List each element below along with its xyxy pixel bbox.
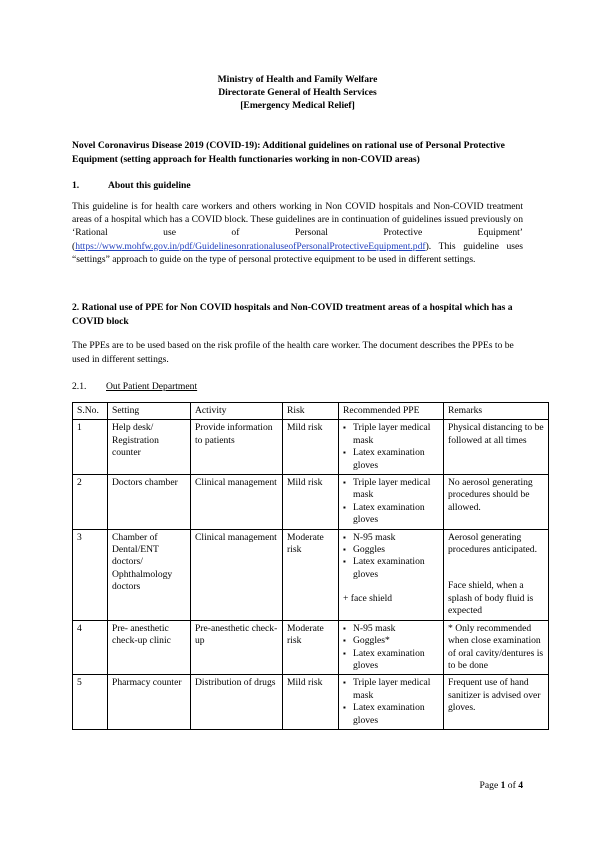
ppe-item: ▪ Triple layer medical mask xyxy=(343,677,439,702)
remarks-text: No aerosol generating procedures should be allowed. xyxy=(448,477,533,513)
subsection-number: 2.1. xyxy=(72,381,87,392)
header-risk: Risk xyxy=(283,403,339,420)
ppe-list xyxy=(343,677,439,727)
subsection-title: Out Patient Department xyxy=(106,381,198,392)
section-1-text-a: This guideline is for health care workers and others working in Non COVID hospitals and Non-COVID treatment areas of a hospital which has a COVID block. These guidelines are in continuation of guidelines issued previously on ‘Rational use of Personal Protective Equipment’ ( xyxy=(72,201,523,252)
cell-sno: 5 xyxy=(73,675,108,730)
remarks-text: Aerosol generating procedures anticipated. xyxy=(448,531,537,556)
header-setting: Setting xyxy=(108,403,191,420)
cell-activity: Clinical management xyxy=(191,529,283,620)
cell-risk: Mild risk xyxy=(283,675,339,730)
page-number xyxy=(480,780,523,791)
cell-setting: Help desk/ Registration counter xyxy=(108,420,191,475)
table-row xyxy=(73,620,549,675)
ministry-header xyxy=(0,73,595,112)
section-1-paragraph xyxy=(72,200,523,266)
ppe-item: ▪ Latex examination gloves xyxy=(343,702,439,727)
cell-setting: Chamber of Dental/ENT doctors/ Ophthalmology doctors xyxy=(108,529,191,620)
ppe-item: ▪ Latex examination gloves xyxy=(343,447,439,472)
ppe-item: ▪ Latex examination gloves xyxy=(343,648,439,673)
page-current: 1 xyxy=(500,780,506,791)
cell-sno: 4 xyxy=(73,620,108,675)
ppe-list xyxy=(343,477,439,527)
cell-ppe xyxy=(339,620,444,675)
subsection-heading xyxy=(72,381,197,392)
cell-sno: 2 xyxy=(73,475,108,530)
remarks-text-2: Face shield, when a splash of body fluid is expected xyxy=(448,580,534,617)
section-2-paragraph: The PPEs are to be used based on the risk profile of the health care worker. The document describes the PPEs to be used in different settings. xyxy=(72,340,514,365)
header-sno: S.No. xyxy=(73,403,108,420)
ppe-table xyxy=(72,402,549,730)
section-1-title: About this guideline xyxy=(108,180,191,191)
ppe-item: ▪ Goggles xyxy=(343,544,439,556)
section-1-number: 1. xyxy=(72,180,80,191)
header-remarks: Remarks xyxy=(444,403,549,420)
cell-setting: Doctors chamber xyxy=(108,475,191,530)
section-1-text-b: ). This guideline uses “settings” approach to guide on the type of personal protective equipment to be used in different settings. xyxy=(72,240,523,265)
cell-risk: Mild risk xyxy=(283,475,339,530)
cell-activity: Distribution of drugs xyxy=(191,675,283,730)
ppe-item: ▪ Triple layer medical mask xyxy=(343,422,439,447)
remarks-spacer xyxy=(448,556,544,580)
page-middle: of xyxy=(505,780,519,791)
cell-remarks xyxy=(444,675,549,730)
ppe-item: ▪ N-95 mask xyxy=(343,623,439,635)
cell-setting: Pre- anesthetic check-up clinic xyxy=(108,620,191,675)
table-row xyxy=(73,529,549,620)
page-total: 4 xyxy=(518,780,523,791)
cell-ppe xyxy=(339,675,444,730)
ppe-list xyxy=(343,623,439,673)
ppe-item: ▪ Latex examination gloves xyxy=(343,502,439,527)
ppe-item: ▪ Latex examination gloves xyxy=(343,556,439,581)
guideline-link[interactable]: https://www.mohfw.gov.in/pdf/GuidelinesonrationaluseofPersonalProtectiveEquipment.pdf xyxy=(75,240,426,252)
cell-risk: Moderate risk xyxy=(283,529,339,620)
page-prefix: Page xyxy=(479,780,501,791)
cell-activity: Clinical management xyxy=(191,475,283,530)
ppe-list xyxy=(343,532,439,582)
header-activity: Activity xyxy=(191,403,283,420)
remarks-text: * Only recommended when close examination of oral cavity/dentures is to be done xyxy=(448,622,544,671)
cell-activity: Provide information to patients xyxy=(191,420,283,475)
ppe-extra: + face shield xyxy=(343,593,393,605)
cell-ppe xyxy=(339,475,444,530)
header-ppe: Recommended PPE xyxy=(339,403,444,420)
ppe-spacer xyxy=(343,581,439,593)
cell-remarks xyxy=(444,420,549,475)
cell-risk: Mild risk xyxy=(283,420,339,475)
remarks-text: Physical distancing to be followed at all times xyxy=(448,422,544,446)
cell-setting: Pharmacy counter xyxy=(108,675,191,730)
header-line-1: Ministry of Health and Family Welfare xyxy=(217,74,378,85)
cell-remarks xyxy=(444,529,549,620)
section-2-heading: 2. Rational use of PPE for Non COVID hospitals and Non-COVID treatment areas of a hospital which has a COVID block xyxy=(72,302,513,327)
cell-sno: 1 xyxy=(73,420,108,475)
ppe-item: ▪ Triple layer medical mask xyxy=(343,477,439,502)
document-title: Novel Coronavirus Disease 2019 (COVID-19): Additional guidelines on rational use of Personal Protective Equipment (setting approach for Health functionaries working in non-COVID areas) xyxy=(72,140,505,165)
cell-ppe xyxy=(339,420,444,475)
header-line-3: [Emergency Medical Relief] xyxy=(240,100,355,111)
cell-activity: Pre-anesthetic check-up xyxy=(191,620,283,675)
table-row xyxy=(73,420,549,475)
section-1-heading xyxy=(72,180,191,191)
ppe-list xyxy=(343,422,439,472)
ppe-item: ▪ Goggles* xyxy=(343,635,439,647)
table-body xyxy=(73,420,549,730)
cell-remarks xyxy=(444,475,549,530)
table-header-row xyxy=(73,403,549,420)
cell-remarks xyxy=(444,620,549,675)
cell-risk: Moderate risk xyxy=(283,620,339,675)
ppe-item: ▪ N-95 mask xyxy=(343,532,439,544)
cell-sno: 3 xyxy=(73,529,108,620)
remarks-text: Frequent use of hand sanitizer is advised over gloves. xyxy=(448,677,541,714)
table-row xyxy=(73,675,549,730)
cell-ppe xyxy=(339,529,444,620)
table-row xyxy=(73,475,549,530)
header-line-2: Directorate General of Health Services xyxy=(218,87,377,98)
